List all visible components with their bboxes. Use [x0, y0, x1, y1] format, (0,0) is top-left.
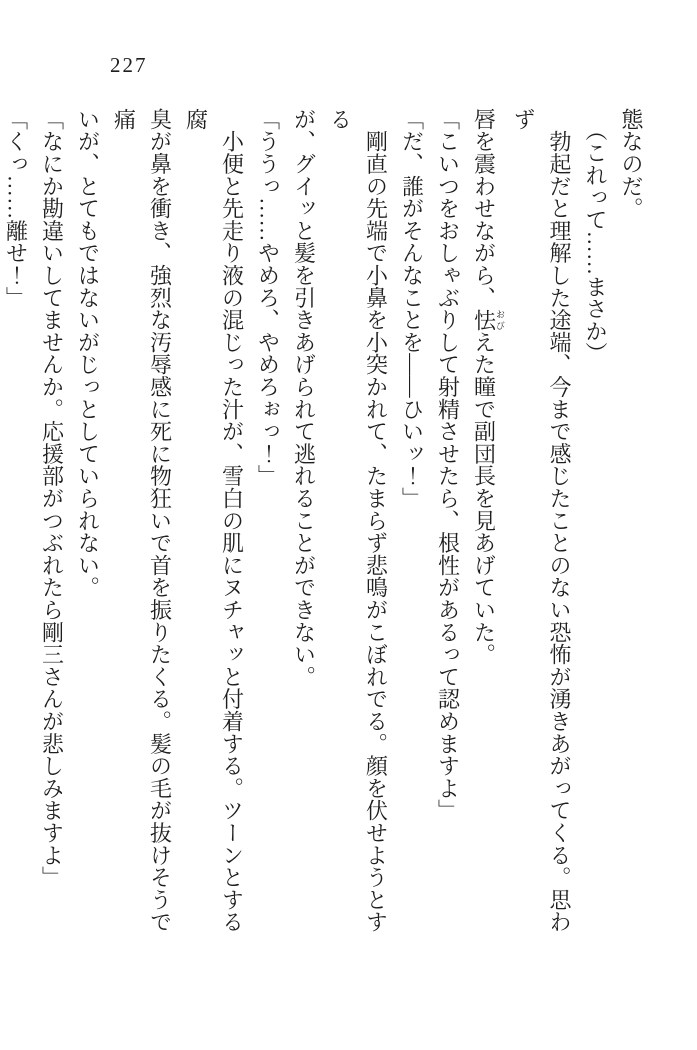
text-line: 「ううっ……やめろ、やめろぉっ！」 — [255, 108, 281, 488]
text-line: 勃起だと理解した途端、今まで感じたことのない恐怖が湧きあがってくる。思わず — [511, 108, 572, 934]
text-line: （これって……まさか） — [583, 108, 608, 365]
text-line: 唇を震わせながら、怯おびえた瞳で副団長を見あげていた。 — [471, 108, 505, 666]
text-line: 「なにか勘違いしてませんか。応援部がつぶれたら剛三さんが悲しみますよ」 — [39, 108, 65, 889]
text-line: 「だ、誰がそんなことを――ひいッ！」 — [399, 108, 425, 510]
text-line: 剛直の先端で小鼻を小突かれて、たまらず悲鳴がこぼれでる。顔を伏せようとする — [327, 108, 389, 934]
text-line: 臭が鼻を衝き、強烈な汚辱感に死に物狂いで首を振りたくる。髪の毛が抜けそうで痛 — [111, 108, 173, 934]
furigana-ruby: 怯おび — [471, 308, 505, 332]
text-line: が、グイッと髪を引きあげられて逃れることができない。 — [291, 108, 317, 688]
text-line: 「こいつをおしゃぶりして射精させたら、根性があるって認めますよ」 — [435, 108, 461, 822]
text-line: 「くっ……離せ！」 — [3, 108, 29, 309]
text-line: 小便と先走り液の混じった汁が、雪白の肌にヌチャッと付着する。ツーンとする腐 — [183, 108, 245, 934]
text-line: 態なのだ。 — [619, 108, 644, 220]
page-text — [0, 108, 649, 954]
text-line: いが、とてもではないがじっとしていられない。 — [75, 108, 101, 599]
page-number: 227 — [110, 53, 148, 77]
